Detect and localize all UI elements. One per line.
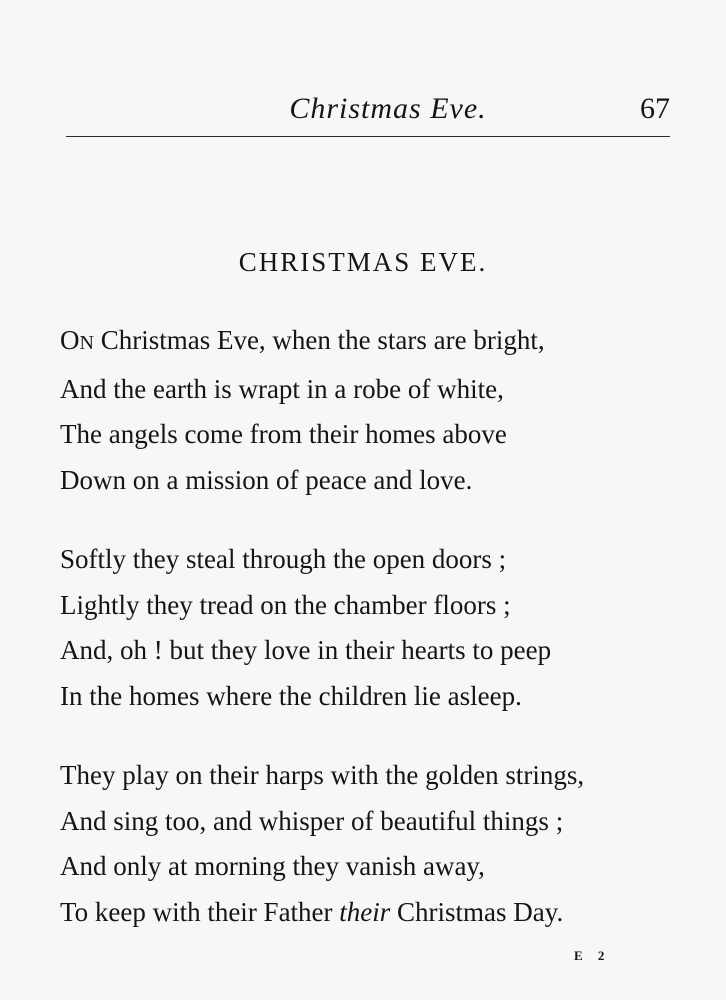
poem-line xyxy=(60,890,690,936)
small-cap-letter: N xyxy=(79,332,94,354)
poem-line: They play on their harps with the golden strings, xyxy=(60,760,585,790)
italic-emphasis: their xyxy=(339,896,391,927)
poem-line: Lightly they tread on the chamber floors ; xyxy=(60,589,511,620)
poem-line: Down on a mission of peace and love. xyxy=(60,464,473,495)
header-rule xyxy=(66,136,670,137)
poem-title: CHRISTMAS EVE. xyxy=(238,247,488,277)
poem-line: And, oh ! but they love in their hearts to peep xyxy=(60,635,552,665)
poem-line xyxy=(60,318,690,367)
stanza-2 xyxy=(60,537,690,719)
stanza-3 xyxy=(60,753,690,935)
running-header xyxy=(66,84,670,134)
poem-line: And the earth is wrapt in a robe of white, xyxy=(60,373,504,404)
stanza-1 xyxy=(60,318,690,503)
poem-line: Softly they steal through the open doors ; xyxy=(60,544,507,574)
poem-line: And sing too, and whisper of beautiful things ; xyxy=(60,805,564,836)
last-line-end: Christmas Day. xyxy=(390,896,564,927)
last-line-start: To keep with their Father xyxy=(60,896,340,927)
signature-mark: E 2 xyxy=(574,948,611,963)
poem-line: The angels come from their homes above xyxy=(60,419,507,449)
running-title: Christmas Eve. xyxy=(289,92,487,125)
poem-line: And only at morning they vanish away, xyxy=(60,851,485,881)
poem-body xyxy=(60,318,690,969)
page-number: 67 xyxy=(640,92,670,125)
poem-line: In the homes where the children lie asleep. xyxy=(60,680,522,711)
first-line-text: Christmas Eve, when the stars are bright, xyxy=(93,325,545,355)
initial-letter: O xyxy=(60,325,80,355)
